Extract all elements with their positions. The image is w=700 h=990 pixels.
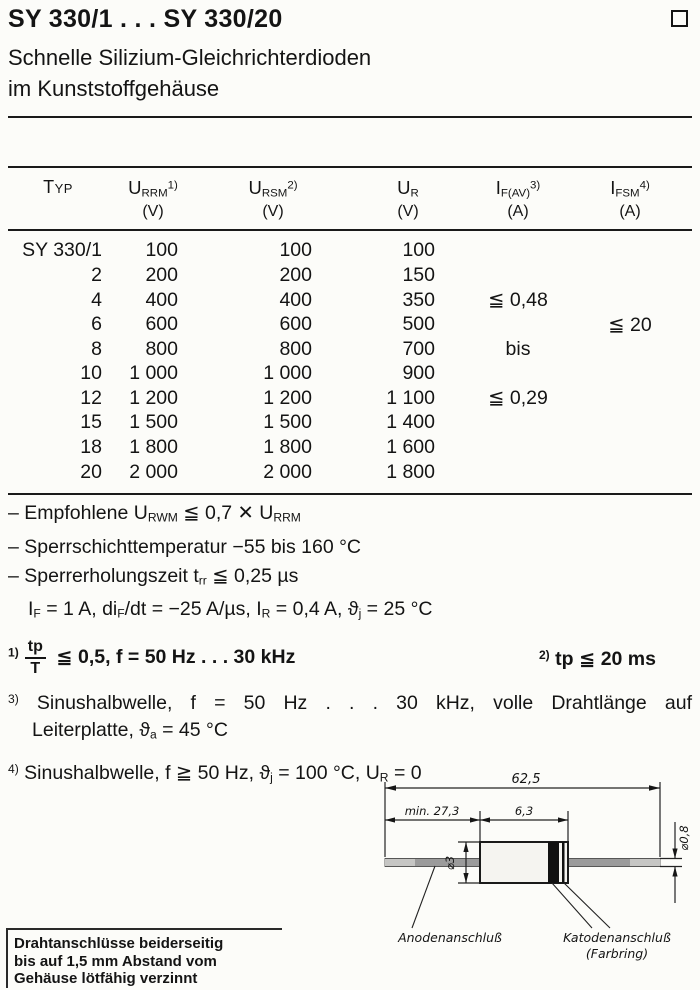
cell-ursm: 1 500 xyxy=(263,411,312,434)
subtitle-line-1: Schnelle Silizium-Gleichrichterdioden xyxy=(8,45,372,70)
solderability-note-line1: Drahtanschlüsse beiderseitig xyxy=(14,935,224,952)
arrow xyxy=(385,817,395,822)
cell-ur: 1 100 xyxy=(386,386,435,409)
cell-typ: 8 xyxy=(91,337,102,360)
unit-ifav: (A) xyxy=(507,202,529,220)
cell-ur: 350 xyxy=(402,288,435,311)
page-subtitle xyxy=(8,42,371,104)
anode-lead-tinned-end xyxy=(385,859,415,866)
unit-ur: (V) xyxy=(397,202,419,220)
cell-urrm: 200 xyxy=(145,263,178,286)
cell-urrm: 600 xyxy=(145,313,178,336)
note-recovery-conditions: $I_F = 1$ A, $di_F/dt = -25$ A/µs, $I_R = 0,4$ A, $ϑ_j = 25$ °C xyxy=(28,598,433,621)
subtitle-rule xyxy=(8,116,692,118)
cathode-label: Katodenanschluß xyxy=(563,930,671,945)
cell-ursm: 200 xyxy=(279,263,312,286)
cell-ifav: bis xyxy=(505,337,531,360)
header-ifsm: $I_{FSM}^{4)}$ xyxy=(610,177,650,200)
arrow xyxy=(463,842,468,852)
notes-block xyxy=(8,499,692,791)
cell-typ: 12 xyxy=(80,386,102,409)
footnote-3-line1: $^{3)}$ Sinushalbwelle, f = 50 Hz . . . 30 kHz, volle Drahtlänge auf xyxy=(8,691,692,714)
dim-lead-dia-label: ⌀0,8 xyxy=(677,825,691,851)
header-symbol-row xyxy=(8,177,692,200)
cell-typ: 4 xyxy=(91,288,102,311)
cathode-band xyxy=(548,842,559,883)
cathode-label-sub: (Farbring) xyxy=(585,946,649,961)
package-drawing xyxy=(330,770,696,984)
table-row xyxy=(8,312,692,337)
table-row xyxy=(8,337,692,362)
cell-urrm: 1 800 xyxy=(129,436,178,459)
dim-body-dia-label: ⌀3 xyxy=(443,855,457,871)
cell-ursm: 1 800 xyxy=(263,436,312,459)
cell-ursm: 1 000 xyxy=(263,362,312,385)
arrow xyxy=(480,817,490,822)
page-title: SY 330/1 . . . SY 330/20 xyxy=(8,5,283,33)
arrow xyxy=(558,817,568,822)
note-junction-temp: – Sperrschichttemperatur −55 bis 160 °C xyxy=(8,535,362,558)
cell-ursm: 2 000 xyxy=(263,460,312,483)
cell-ur: 900 xyxy=(402,362,435,385)
unit-typ xyxy=(8,200,108,221)
cell-ur: 700 xyxy=(402,337,435,360)
dim-overall-label: 62,5 xyxy=(511,772,541,787)
dim-lead-min-label: min. 27,3 xyxy=(404,804,460,818)
header-typ: Typ xyxy=(43,177,73,197)
cell-urrm: 2 000 xyxy=(129,460,178,483)
anode-label: Anodenanschluß xyxy=(398,930,502,945)
cell-typ: 15 xyxy=(80,411,102,434)
cathode-band-thin xyxy=(562,842,565,883)
table-row xyxy=(8,386,692,411)
cell-ifav: ≦ 0,48 xyxy=(488,289,548,311)
cell-urrm: 1 200 xyxy=(129,386,178,409)
cell-urrm: 1 500 xyxy=(129,411,178,434)
unit-urrm: (V) xyxy=(142,202,164,220)
table-body xyxy=(8,231,692,494)
footnote-2: $^{2)}$ tp ≦ 20 ms xyxy=(538,648,656,671)
cathode-lead-tinned-end xyxy=(630,859,660,866)
footnote-3-line2: Leiterplatte, $ϑ_a = 45$ °C xyxy=(32,719,228,742)
footnote-4: $^{4)}$ Sinushalbwelle, f ≧ 50 Hz, $ϑ_j = 100$ °C, $U_R = 0$ xyxy=(8,761,422,785)
header-ifav: $I_{F(AV)}^{3)}$ xyxy=(495,177,541,200)
table-bottom-rule xyxy=(8,493,692,495)
header-ur: $U_R$ xyxy=(397,177,419,200)
cell-ur: 500 xyxy=(402,313,435,336)
cathode-leader-line-2 xyxy=(564,883,610,928)
header-ursm: $U_{RSM}^{2)}$ xyxy=(248,177,298,200)
cell-ur: 100 xyxy=(402,239,435,262)
table-row xyxy=(8,263,692,288)
cathode-leader-line-1 xyxy=(552,883,592,928)
cell-typ: 6 xyxy=(91,313,102,336)
cell-ursm: 600 xyxy=(279,313,312,336)
cell-ur: 1 400 xyxy=(386,411,435,434)
cell-ifav: ≦ 0,29 xyxy=(488,387,548,410)
cell-urrm: 400 xyxy=(145,288,178,311)
solderability-note-line3: Gehäuse lötfähig verzinnt xyxy=(14,970,198,987)
ratings-table xyxy=(8,166,692,495)
arrow xyxy=(649,785,660,790)
cell-ursm: 800 xyxy=(279,337,312,360)
note-recovery-time: – Sperrerholungszeit $t_{rr}$ ≦ 0,25 µs xyxy=(8,564,299,588)
table-row xyxy=(8,361,692,386)
cell-ursm: 100 xyxy=(279,239,312,262)
arrow xyxy=(470,817,480,822)
cell-urrm: 1 000 xyxy=(129,362,178,385)
arrow xyxy=(463,873,468,883)
cell-ur: 1 800 xyxy=(386,460,435,483)
table-row xyxy=(8,239,692,264)
unit-ursm: (V) xyxy=(262,202,284,220)
dim-body-len-label: 6,3 xyxy=(514,804,534,818)
arrow xyxy=(672,867,677,877)
cell-typ: 20 xyxy=(80,460,102,483)
cell-typ: SY 330/1 xyxy=(22,239,102,262)
table-row xyxy=(8,435,692,460)
unit-ifsm: (A) xyxy=(619,202,641,220)
footnote-3 xyxy=(8,686,692,749)
footnote-1: $^{1)}$ $\frac{tp}{T}$ ≦ 0,5, f = 50 Hz . . . 30 kHz xyxy=(8,638,296,677)
cell-ur: 1 600 xyxy=(386,436,435,459)
cell-urrm: 800 xyxy=(145,337,178,360)
cell-typ: 10 xyxy=(80,362,102,385)
cell-ur: 150 xyxy=(402,263,435,286)
header-urrm: $U_{RRM}^{1)}$ xyxy=(128,177,178,200)
table-row xyxy=(8,411,692,436)
corner-checkbox-square xyxy=(671,10,688,27)
table-row xyxy=(8,288,692,313)
cell-ursm: 400 xyxy=(279,288,312,311)
anode-leader-line xyxy=(412,866,435,928)
note-urwm: – Empfohlene $U_{RWM}$ ≦ 0,7 ✕ $U_{RRM}$ xyxy=(8,502,301,525)
subtitle-line-2: im Kunststoffgehäuse xyxy=(8,76,220,101)
solderability-note-line2: bis auf 1,5 mm Abstand vom xyxy=(14,952,217,970)
header-unit-row xyxy=(8,200,692,221)
table-row xyxy=(8,460,692,485)
cell-urrm: 100 xyxy=(145,239,178,262)
solderability-note xyxy=(6,928,282,988)
cell-ursm: 1 200 xyxy=(263,386,312,409)
cell-typ: 2 xyxy=(91,263,102,286)
table-header xyxy=(8,168,692,229)
arrow xyxy=(385,785,396,790)
footnote-1-row xyxy=(8,638,692,678)
cell-ifsm: ≦ 20 xyxy=(608,313,652,336)
cell-typ: 18 xyxy=(80,436,102,459)
